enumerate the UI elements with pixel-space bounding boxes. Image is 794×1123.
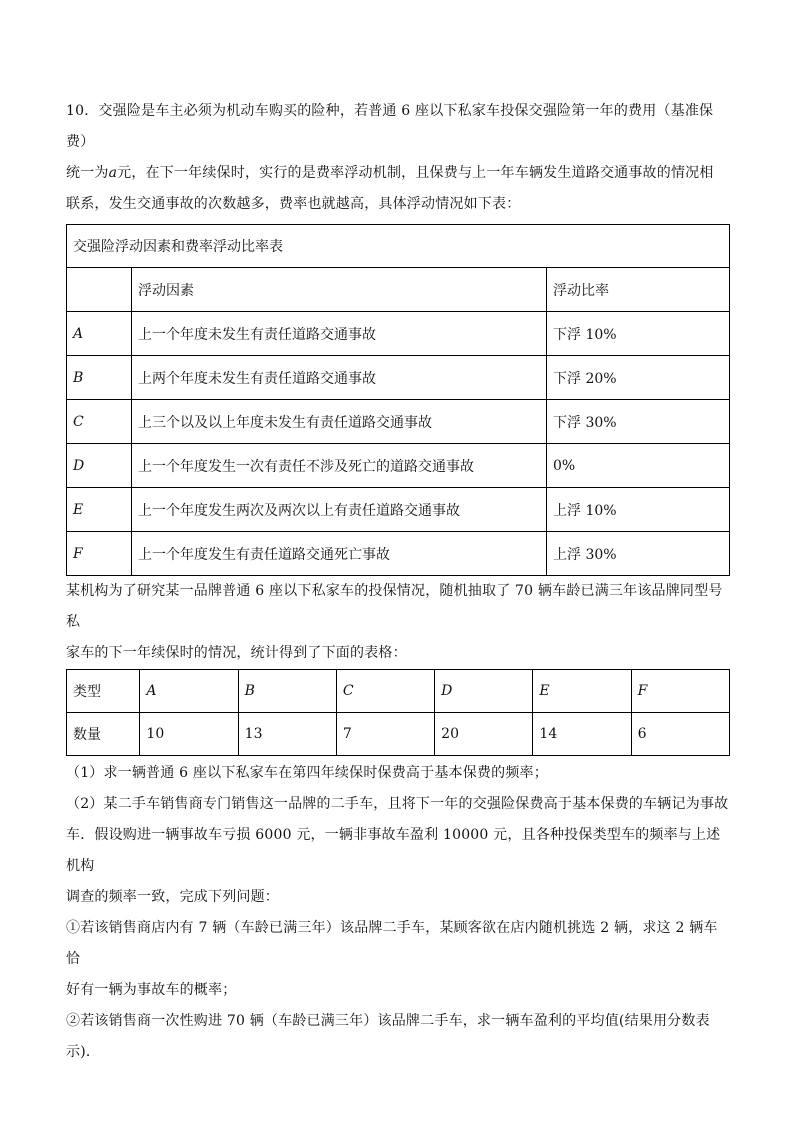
rate-value-cell: 下浮 20% — [547, 356, 730, 400]
count-value-cell: 14 — [533, 713, 631, 756]
count-type-cell: C — [336, 670, 434, 713]
count-type-cell: B — [238, 670, 336, 713]
table-row — [67, 444, 730, 488]
rate-factor-cell: 上一个年度发生两次及两次以上有责任道路交通事故 — [132, 488, 547, 532]
intro-line-3: 联系，发生交通事故的次数越多，费率也就越高，具体浮动情况如下表： — [66, 196, 521, 212]
rate-type-cell: B — [67, 356, 132, 400]
question-2-line-1: （2）某二手车销售商专门销售这一品牌的二手车，且将下一年的交强险保费高于基本保费的车辆记为事故 — [66, 796, 729, 812]
rate-type-cell: A — [67, 312, 132, 356]
rate-type-cell: F — [67, 532, 132, 576]
count-type-cell: A — [140, 670, 238, 713]
intro-line-2-pre: 统一为 — [66, 165, 109, 181]
rate-type-cell: E — [67, 488, 132, 532]
question-1: （1）求一辆普通 6 座以下私家车在第四年续保时保费高于基本保费的频率； — [66, 765, 548, 781]
count-type-cell: E — [533, 670, 631, 713]
count-value-cell: 13 — [238, 713, 336, 756]
intro-line-1: 10．交强险是车主必须为机动车购买的险种，若普通 6 座以下私家车投保交强险第一年的费用（基准保费） — [66, 103, 714, 150]
question-2a-line-2: 好有一辆为事故车的概率； — [66, 982, 237, 998]
rate-factor-cell: 上一个年度发生有责任道路交通死亡事故 — [132, 532, 547, 576]
middle-line-1: 某机构为了研究某一品牌普通 6 座以下私家车的投保情况，随机抽取了 70 辆车龄已满三年该品牌同型号私 — [66, 583, 723, 630]
table-row — [67, 488, 730, 532]
table-row — [67, 312, 730, 356]
variable-a: a — [108, 165, 118, 181]
rate-type-cell: D — [67, 444, 132, 488]
question-2-line-2: 车．假设购进一辆事故车亏损 6000 元，一辆非事故车盈利 10000 元，且各种投保类型车的频率与上述机构 — [66, 827, 721, 874]
count-table-type-label: 类型 — [67, 670, 140, 713]
count-table-count-label: 数量 — [67, 713, 140, 756]
rate-factor-cell: 上一个年度未发生有责任道路交通事故 — [132, 312, 547, 356]
intro-line-2-post: 元，在下一年续保时，实行的是费率浮动机制，且保费与上一年车辆发生道路交通事故的情况相 — [117, 165, 714, 181]
rate-value-cell: 下浮 10% — [547, 312, 730, 356]
question-2-line-3: 调查的频率一致，完成下列问题： — [66, 889, 279, 905]
table-row — [67, 670, 730, 713]
problem-page — [66, 96, 730, 1068]
count-type-cell: D — [435, 670, 533, 713]
rate-value-cell: 0% — [547, 444, 730, 488]
question-2b-line-1: ②若该销售商一次性购进 70 辆（车龄已满三年）该品牌二手车，求一辆车盈利的平均值(结果用分数表 — [66, 1013, 710, 1029]
count-type-cell: F — [631, 670, 729, 713]
table-row — [67, 532, 730, 576]
rate-table — [66, 224, 730, 576]
rate-table-caption: 交强险浮动因素和费率浮动比率表 — [67, 225, 730, 268]
rate-factor-cell: 上一个年度发生一次有责任不涉及死亡的道路交通事故 — [132, 444, 547, 488]
rate-value-cell: 上浮 10% — [547, 488, 730, 532]
rate-factor-cell: 上三个以及以上年度未发生有责任道路交通事故 — [132, 400, 547, 444]
count-value-cell: 7 — [336, 713, 434, 756]
table-row — [67, 400, 730, 444]
rate-table-header-rate: 浮动比率 — [547, 268, 730, 312]
question-2a-line-1: ①若该销售商店内有 7 辆（车龄已满三年）该品牌二手车，某顾客欲在店内随机挑选 2 辆，求这 2 辆车恰 — [66, 920, 718, 967]
rate-value-cell: 下浮 30% — [547, 400, 730, 444]
count-value-cell: 6 — [631, 713, 729, 756]
table-row — [67, 356, 730, 400]
question-2b-line-2: 示)． — [66, 1044, 101, 1060]
middle-line-2: 家车的下一年续保时的情况，统计得到了下面的表格： — [66, 645, 407, 661]
table-row — [67, 713, 730, 756]
rate-value-cell: 上浮 30% — [547, 532, 730, 576]
count-value-cell: 10 — [140, 713, 238, 756]
count-value-cell: 20 — [435, 713, 533, 756]
rate-type-cell: C — [67, 400, 132, 444]
intro-line-2 — [66, 158, 730, 189]
rate-table-header-factor: 浮动因素 — [132, 268, 547, 312]
rate-table-header-blank — [67, 268, 132, 312]
count-table — [66, 669, 730, 756]
rate-factor-cell: 上两个年度未发生有责任道路交通事故 — [132, 356, 547, 400]
